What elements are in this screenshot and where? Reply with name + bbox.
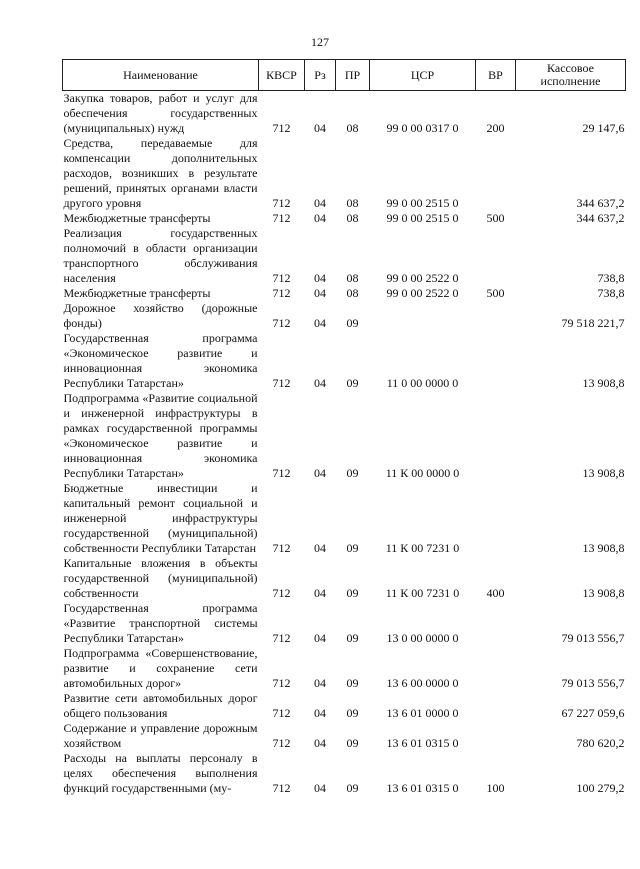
cell-csr: 13 0 00 0000 0 <box>386 631 459 645</box>
cell-amount: 79 518 221,7 <box>561 316 625 330</box>
cell-vr <box>476 691 516 721</box>
cell-kvsr: 712 <box>272 676 291 690</box>
cell-rz: 04 <box>314 271 326 285</box>
cell-kvsr: 712 <box>272 541 291 555</box>
cell-name: Содержание и управление дорожным хозяйством <box>63 721 258 750</box>
cell-csr: 99 0 00 2522 0 <box>386 286 459 300</box>
cell-rz: 04 <box>314 196 326 210</box>
table-row <box>63 226 626 286</box>
cell-pr: 09 <box>346 316 359 330</box>
cell-pr: 09 <box>346 586 359 600</box>
cell-vr <box>476 481 516 556</box>
cell-rz: 04 <box>314 316 326 330</box>
cell-name: Государственная программа «Развитие транспортной системы Республики Татарстан» <box>63 601 258 645</box>
table-body <box>63 91 626 797</box>
cell-csr: 99 0 00 2515 0 <box>386 196 459 210</box>
cell-pr: 08 <box>346 286 359 300</box>
header-name: Наименование <box>63 60 259 91</box>
cell-vr <box>476 301 516 331</box>
cell-vr: 500 <box>486 211 505 225</box>
cell-vr: 400 <box>486 586 505 600</box>
cell-rz: 04 <box>314 376 326 390</box>
cell-name: Развитие сети автомобильных дорог общего пользования <box>63 691 258 720</box>
cell-pr: 09 <box>346 781 359 795</box>
cell-csr: 11 К 00 7231 0 <box>385 541 460 555</box>
cell-amount: 344 637,2 <box>576 196 625 210</box>
cell-vr <box>476 136 516 211</box>
cell-rz: 04 <box>314 586 326 600</box>
cell-name: Капитальные вложения в объекты государственной (муниципальной) собственности <box>63 556 258 600</box>
header-amount: Кассовое исполнение <box>516 60 626 91</box>
cell-rz: 04 <box>314 211 326 225</box>
budget-table <box>62 59 626 796</box>
cell-vr <box>476 646 516 691</box>
table-row <box>63 301 626 331</box>
cell-kvsr: 712 <box>272 631 291 645</box>
cell-csr: 99 0 00 2515 0 <box>386 211 459 225</box>
table-row <box>63 691 626 721</box>
cell-name: Межбюджетные трансферты <box>63 211 211 225</box>
cell-vr: 500 <box>486 286 505 300</box>
header-csr: ЦСР <box>370 60 476 91</box>
cell-name: Дорожное хозяйство (дорожные фонды) <box>63 301 258 330</box>
cell-amount: 13 908,8 <box>582 376 625 390</box>
cell-name: Бюджетные инвестиции и капитальный ремонт социальной и инженерной инфраструктуры государственной (муниципальной) собственности Республики Татарстан <box>63 481 258 555</box>
cell-vr <box>476 601 516 646</box>
cell-name: Межбюджетные трансферты <box>63 286 211 300</box>
cell-name: Государственная программа «Экономическое развитие и инновационная экономика Республики Татарстан» <box>63 331 258 390</box>
cell-kvsr: 712 <box>272 286 291 300</box>
cell-name: Подпрограмма «Развитие социальной и инженерной инфраструктуры в рамках государственной программы «Экономическое развитие и инновационная экономика Республики Татарстан» <box>63 391 258 480</box>
cell-rz: 04 <box>314 466 326 480</box>
table-row <box>63 91 626 137</box>
cell-pr: 08 <box>346 196 359 210</box>
cell-vr <box>476 226 516 286</box>
cell-kvsr: 712 <box>272 271 291 285</box>
cell-name: Реализация государственных полномочий в области организации транспортного обслуживания населения <box>63 226 258 285</box>
cell-pr: 09 <box>346 376 359 390</box>
cell-vr <box>476 391 516 481</box>
cell-csr: 11 0 00 0000 0 <box>386 376 459 390</box>
cell-vr <box>476 331 516 391</box>
cell-amount: 780 620,2 <box>576 736 625 750</box>
cell-amount: 29 147,6 <box>582 121 625 135</box>
cell-amount: 344 637,2 <box>576 211 625 225</box>
cell-amount: 13 908,8 <box>582 586 625 600</box>
cell-kvsr: 712 <box>272 781 291 795</box>
cell-rz: 04 <box>314 736 326 750</box>
cell-amount: 79 013 556,7 <box>561 631 625 645</box>
cell-csr: 11 К 00 7231 0 <box>385 586 460 600</box>
header-kvsr: КВСР <box>259 60 305 91</box>
cell-kvsr: 712 <box>272 466 291 480</box>
table-row <box>63 601 626 646</box>
cell-amount: 79 013 556,7 <box>561 676 625 690</box>
cell-amount: 67 227 059,6 <box>561 706 625 720</box>
cell-csr: 11 К 00 0000 0 <box>385 466 460 480</box>
cell-kvsr: 712 <box>272 196 291 210</box>
cell-kvsr: 712 <box>272 376 291 390</box>
cell-pr: 09 <box>346 631 359 645</box>
cell-name: Закупка товаров, работ и услуг для обеспечения государственных (муниципальных) нужд <box>63 91 258 135</box>
table-row <box>63 391 626 481</box>
header-vr: ВР <box>476 60 516 91</box>
cell-rz: 04 <box>314 541 326 555</box>
cell-vr <box>476 721 516 751</box>
cell-amount: 13 908,8 <box>582 541 625 555</box>
cell-vr: 200 <box>486 121 505 135</box>
cell-rz: 04 <box>314 706 326 720</box>
cell-rz: 04 <box>314 676 326 690</box>
cell-kvsr: 712 <box>272 316 291 330</box>
cell-amount: 100 279,2 <box>576 781 625 795</box>
table-header-row <box>63 60 626 91</box>
table-row <box>63 646 626 691</box>
table-row <box>63 721 626 751</box>
cell-vr: 100 <box>486 781 505 795</box>
cell-rz: 04 <box>314 631 326 645</box>
table-row <box>63 331 626 391</box>
cell-kvsr: 712 <box>272 736 291 750</box>
cell-kvsr: 712 <box>272 211 291 225</box>
cell-pr: 08 <box>346 121 359 135</box>
cell-name: Расходы на выплаты персоналу в целях обеспечения выполнения функций государственными (му- <box>63 751 258 795</box>
cell-pr: 09 <box>346 706 359 720</box>
cell-csr <box>370 301 476 331</box>
table-row <box>63 556 626 601</box>
cell-pr: 09 <box>346 736 359 750</box>
cell-rz: 04 <box>314 781 326 795</box>
cell-pr: 08 <box>346 211 359 225</box>
cell-pr: 09 <box>346 466 359 480</box>
table-row <box>63 136 626 211</box>
cell-amount: 13 908,8 <box>582 466 625 480</box>
cell-pr: 09 <box>346 541 359 555</box>
cell-name: Средства, передаваемые для компенсации дополнительных расходов, возникших в результате решений, принятых органами власти другого уровня <box>63 136 258 210</box>
cell-csr: 13 6 01 0000 0 <box>386 706 459 720</box>
table-row <box>63 751 626 796</box>
cell-amount: 738,8 <box>597 271 625 285</box>
cell-csr: 99 0 00 0317 0 <box>386 121 459 135</box>
table-row <box>63 211 626 226</box>
page-number: 127 <box>311 35 329 49</box>
header-rz: Рз <box>305 60 336 91</box>
cell-rz: 04 <box>314 121 326 135</box>
cell-csr: 99 0 00 2522 0 <box>386 271 459 285</box>
cell-kvsr: 712 <box>272 706 291 720</box>
cell-csr: 13 6 00 0000 0 <box>386 676 459 690</box>
table-row <box>63 481 626 556</box>
cell-csr: 13 6 01 0315 0 <box>386 736 459 750</box>
cell-kvsr: 712 <box>272 586 291 600</box>
header-pr: ПР <box>336 60 370 91</box>
cell-pr: 09 <box>346 676 359 690</box>
cell-name: Подпрограмма «Совершенствование, развитие и сохранение сети автомобильных дорог» <box>63 646 258 690</box>
table-row <box>63 286 626 301</box>
cell-amount: 738,8 <box>597 286 625 300</box>
cell-pr: 08 <box>346 271 359 285</box>
cell-kvsr: 712 <box>272 121 291 135</box>
cell-csr: 13 6 01 0315 0 <box>386 781 459 795</box>
cell-rz: 04 <box>314 286 326 300</box>
